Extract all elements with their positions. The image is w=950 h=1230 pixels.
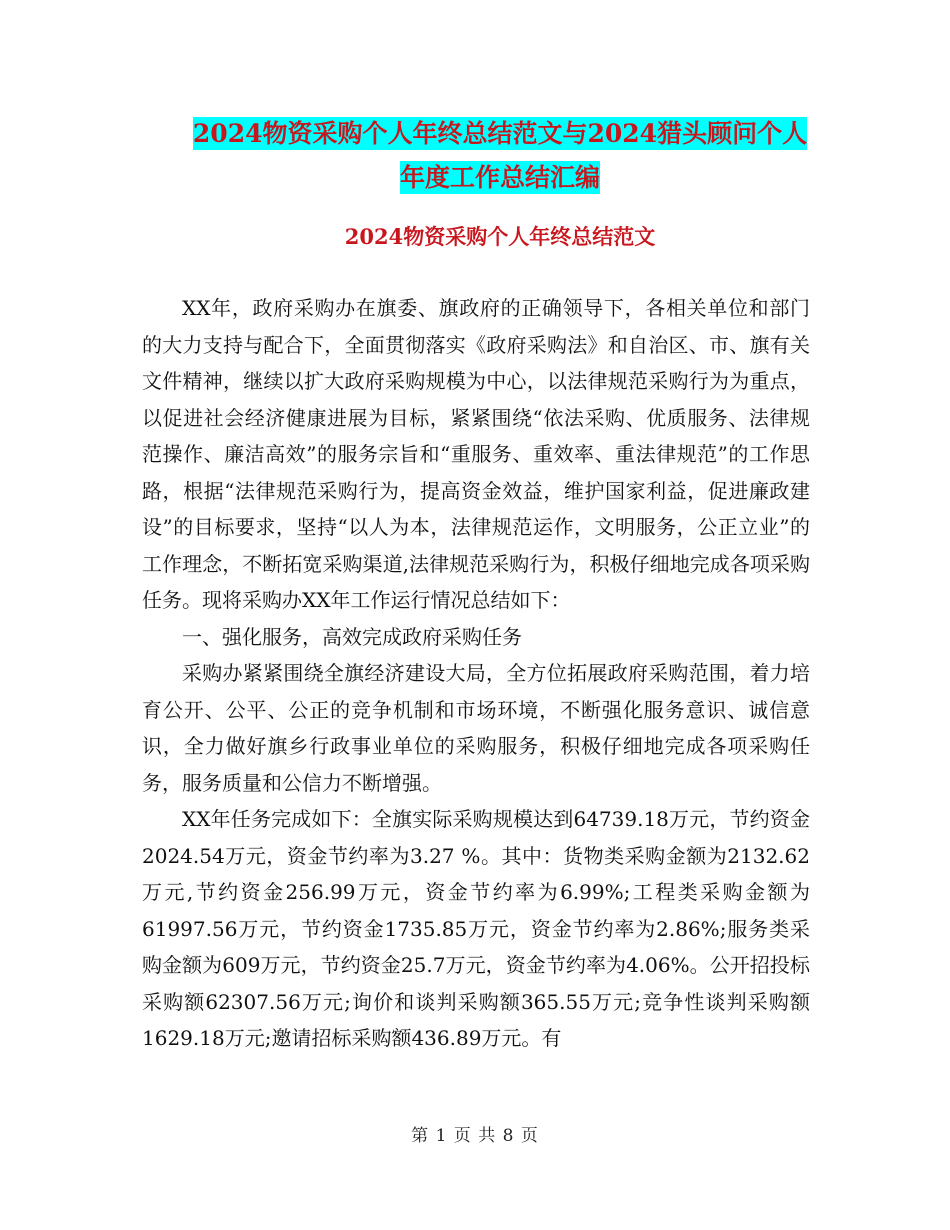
section-title: 2024物资采购个人年终总结范文 bbox=[344, 224, 656, 249]
page-indicator: 第 1 页 共 8 页 bbox=[411, 1126, 539, 1146]
document-title-line-2: 年度工作总结汇编 bbox=[399, 163, 600, 192]
section-heading: 一、强化服务，高效完成政府采购任务 bbox=[182, 624, 522, 649]
document-body bbox=[142, 290, 810, 1057]
paragraph: XX年任务完成如下：全旗实际采购规模达到64739.18万元，节约资金2024.54万元，资金节约率为3.27 %。其中：货物类采购金额为2132.62万元,节约资金256.99万元，资金节约率为6.99%;工程类采购金额为61997.56万元，节约资金1735.85万元，资金节约率为2.86%;服务类采购金额为609万元，节约资金25.7万元，资金节约率为4.06%。公开招投标采购额62307.56万元;询价和谈判采购额365.55万元;竞争性谈判采购额1629.18万元;邀请招标采购额436.89万元。有 bbox=[142, 807, 810, 1050]
document-title-line-1: 2024物资采购个人年终总结范文与2024猎头顾问个人 bbox=[192, 119, 808, 148]
paragraph: XX年，政府采购办在旗委、旗政府的正确领导下，各相关单位和部门的大力支持与配合下，全面贯彻落实《政府采购法》和自治区、市、旗有关文件精神，继续以扩大政府采购规模为中心，以法律规范采购行为为重点，以促进社会经济健康进展为目标，紧紧围绕“依法采购、优质服务、法律规范操作、廉洁高效”的服务宗旨和“重服务、重效率、重法律规范”的工作思路，根据“法律规范采购行为，提高资金效益，维护国家利益，促进廉政建设”的目标要求，坚持“以人为本，法律规范运作，文明服务，公正立业”的工作理念，不断拓宽采购渠道,法律规范采购行为，积极仔细地完成各项采购任务。现将采购办XX年工作运行情况总结如下： bbox=[142, 296, 810, 612]
document-title bbox=[140, 112, 860, 200]
paragraph: 采购办紧紧围绕全旗经济建设大局，全方位拓展政府采购范围，着力培育公开、公平、公正的竞争机制和市场环境，不断强化服务意识、诚信意识，全力做好旗乡行政事业单位的采购服务，积极仔细地完成各项采购任务，服务质量和公信力不断增强。 bbox=[142, 661, 810, 795]
